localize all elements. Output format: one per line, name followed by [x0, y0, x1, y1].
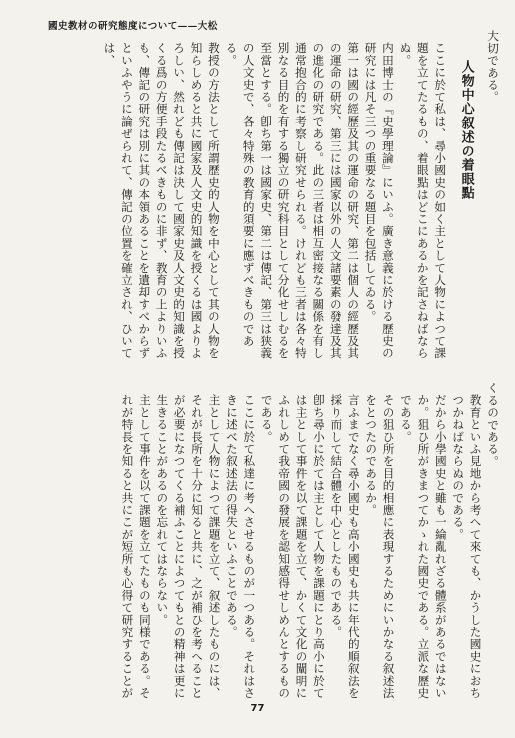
- paragraph: 主として人物によつて課題を立て、叙述したものには、それが長所を十分に知ると共に、之が補ひを考へることが必要になつてくる補ふことによつてもとの精神は更に生きることがあるのを忘れてはならない。: [155, 394, 222, 699]
- paragraph: 言ふまでなく尋小國史も高小國史も共に年代的順叙法を採り而して結合體を中心としたものである。: [329, 394, 361, 699]
- upper-text-block: [61, 30, 501, 365]
- paragraph: 大切である。: [486, 30, 500, 104]
- paragraph: その狙ひ所を目的相應に表現するためにいかなる叙述法をとつたのであるか。: [364, 394, 396, 699]
- page-number: 77: [250, 703, 265, 714]
- paragraph: 教授の方法として所謂歷史的人物を中心として其の人物を知らしめると共に國家及人文史的知識を授くるは國よりよろしい、然れども傳記は決して國家史及人文史的知識を授くる爲の方便手段たるべきものに非ず、教育の上よりいふも、傳記の研究は別に其の本領あることを遺却すべからずといふやうに論ぜられて、傳記の位置を確立され、ひいては、: [102, 42, 221, 360]
- paragraph: 教育といふ見地から考へて來ても、かうした國史におちつかねばならぬのである。: [451, 394, 483, 699]
- paragraph: ここに於て私は、尋小國史の如く主として人物によつて課題を立てたるもの、着眼點はどこにあるかを記さねばならぬ。: [398, 42, 448, 360]
- paragraph: くるのである。: [486, 382, 500, 468]
- lower-text-block: [121, 382, 501, 700]
- running-head: 國史教材の研究態度について——大松: [48, 21, 218, 32]
- paragraph: ここに於て私達に考へさせるものが一つある。それはさきに述べた叙述法の得失といふことである。: [224, 394, 257, 699]
- paragraph: 第一は國の經歷及其の運命の研究、第二は個人の經歷及其の運命の研究、第三には國家以外の人文諸要素の發達及其の進化の研究である。此の三者は相互密接なる關係を有し通常抱合的に考察し研究せられる。けれども三者は各々特別なる目的を有する獨立の研究科目として分化せしむるを至當とする。卽ち第一は國家史、第二は傳記、第三は狭義の人文史で、各々特殊の教育的須要に應ずべきものである。: [224, 42, 361, 360]
- paragraph: 卽ち尋小に於ては主として人物を課題にとり高小に於ては主として事件を以て課題を立て、かくて文化の闡明にふれしめて我帝國の發展を認知感得せしめんとするものである。: [259, 394, 326, 699]
- paragraph: だから小學國史と雖も一綸亂れざる體系があるではないか。狙ひ所がきまつてかゝれた國史である。立派な歷史である。: [398, 394, 448, 699]
- paragraph: 内田博士の『史學理論』にいふ。廣き意義に於ける歷史の研究には凡そ三つの重要なる題目を包括してゐる。: [363, 42, 395, 360]
- paragraph: 主として事件を以て課題を立てたものも同様である。それが特長を知ると共にこが短所も心得て研究することが: [120, 394, 152, 699]
- section-heading: 人物中心叙述の着眼點: [458, 60, 474, 200]
